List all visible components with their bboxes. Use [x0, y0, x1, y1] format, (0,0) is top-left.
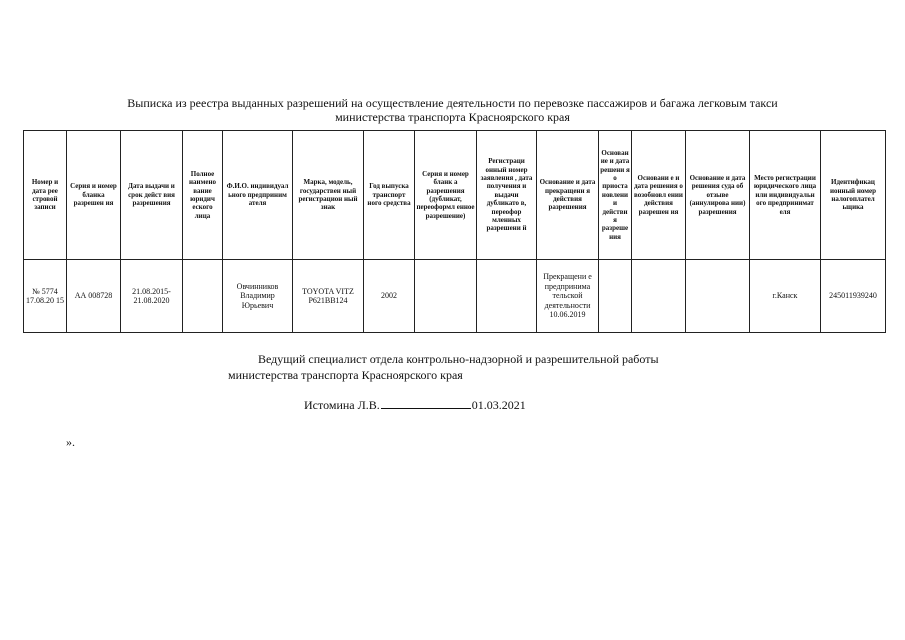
- table-cell: 21.08.2015- 21.08.2020: [121, 260, 183, 333]
- table-cell: Прекращени е предпринима тельской деятельности 10.06.2019: [537, 260, 599, 333]
- signature-block: [304, 397, 526, 413]
- closing-mark: ».: [66, 435, 75, 449]
- signature-position-line2: министерства транспорта Красноярского края: [228, 368, 463, 382]
- column-header: Место регистрации юридического лица или индивидуальн ого предпринимат еля: [750, 131, 821, 260]
- column-header: Ф.И.О. индивидуал ьного предприним ателя: [223, 131, 293, 260]
- column-header: Основание и дата прекращени я действия разрешения: [537, 131, 599, 260]
- signature-date: 01.03.2021: [471, 398, 526, 412]
- table-cell: [599, 260, 632, 333]
- table-cell: Овчинников Владимир Юрьевич: [223, 260, 293, 333]
- signer-name: Истомина Л.В.: [304, 398, 380, 412]
- column-header: Основан ие и дата решени я о приоста новлени и действи я разреше ния: [599, 131, 632, 260]
- column-header: Дата выдачи и срок дейст вия разрешения: [121, 131, 183, 260]
- column-header: Идентификац ионный номер налогоплател ьщика: [821, 131, 886, 260]
- table-cell: [183, 260, 223, 333]
- column-header: Полное наимено вание юридич еского лица: [183, 131, 223, 260]
- registry-table: [23, 130, 886, 333]
- column-header: Серия и номер бланк а разрешения (дубликат, переоформл енное разрешение): [415, 131, 477, 260]
- table-header-row: [24, 131, 886, 260]
- signature-line: [381, 397, 471, 409]
- table-cell: 2002: [364, 260, 415, 333]
- table-cell: [477, 260, 537, 333]
- table-cell: [632, 260, 686, 333]
- document-title-line2: министерства транспорта Красноярского края: [335, 110, 570, 124]
- table-cell: [686, 260, 750, 333]
- column-header: Год выпуска транспорт ного средства: [364, 131, 415, 260]
- column-header: Серия и номер бланка разрешен ия: [67, 131, 121, 260]
- table-cell: г.Канск: [750, 260, 821, 333]
- signature-position-line1: Ведущий специалист отдела контрольно-надзорной и разрешительной работы: [258, 352, 659, 366]
- table-row: [24, 260, 886, 333]
- table-cell: № 5774 17.08.20 15: [24, 260, 67, 333]
- table-cell: [415, 260, 477, 333]
- table-cell: TOYOTA VITZ Р621ВВ124: [293, 260, 364, 333]
- table-cell: 245011939240: [821, 260, 886, 333]
- column-header: Марка, модель, государствен ный регистрацион ный знак: [293, 131, 364, 260]
- column-header: Номер и дата рее стровой записи: [24, 131, 67, 260]
- column-header: Регистраци онный номер заявления , дата получения и выдачи дубликато в, переофор мленных разрешени й: [477, 131, 537, 260]
- document-title-line1: Выписка из реестра выданных разрешений на осуществление деятельности по перевозке пассажиров и багажа легковым такси: [127, 96, 778, 110]
- table-cell: АА 008728: [67, 260, 121, 333]
- column-header: Основани е и дата решения о возобновл ении действия разрешен ия: [632, 131, 686, 260]
- column-header: Основание и дата решения суда об отзыве (аннулирова нии) разрешения: [686, 131, 750, 260]
